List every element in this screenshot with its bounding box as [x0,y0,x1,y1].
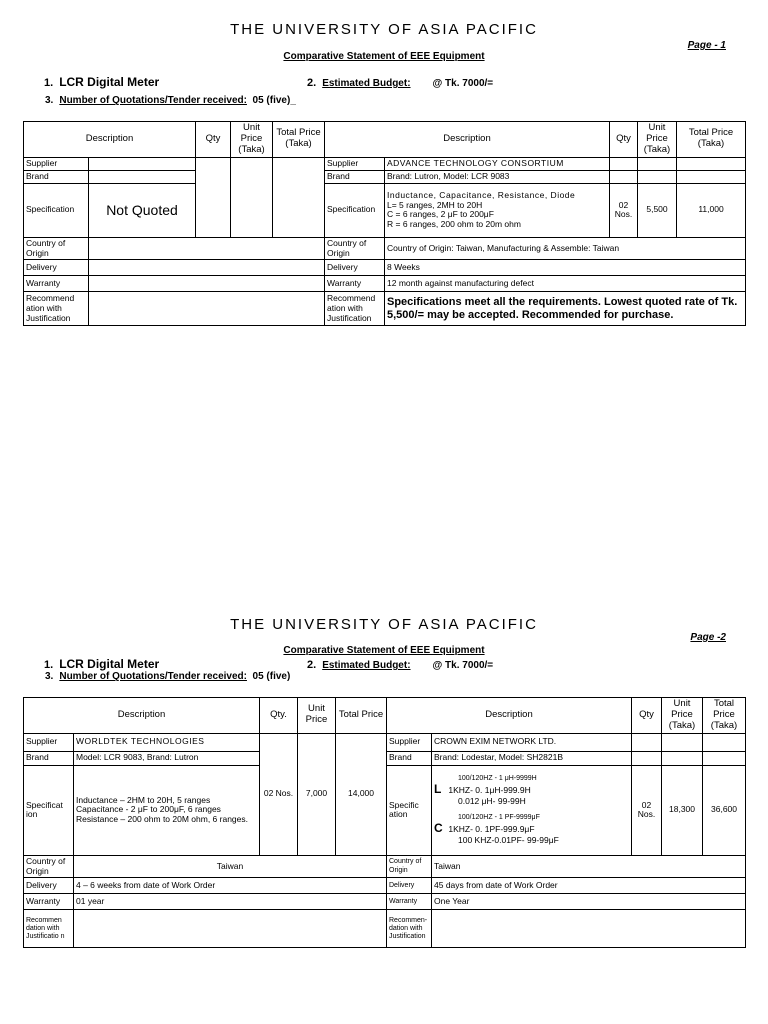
recommendation-label: Recommend ation with Justification [24,292,89,326]
warranty-label-right: Warranty [325,276,385,292]
supplier-label-right: Supplier [387,733,432,751]
empty-cell [703,733,746,751]
budget-value: @ Tk. 7000/= [432,78,494,89]
item-line [44,657,159,671]
total-price-left [273,157,325,237]
supplier-value-left [89,157,196,170]
specification-label: Specification [24,183,89,237]
spec-l-head: 100/120HZ - 1 μH-9999H [458,774,537,782]
comparison-table-page1 [23,121,746,326]
country-label-right: Country of Origin [387,855,432,878]
country-value-left: Taiwan [74,855,387,878]
spec-line: Inductance, Capacitance, Resistance, Diode [387,189,576,200]
empty-cell [638,170,677,183]
spec-line: Inductance – 2HM to 20H, 5 ranges [76,794,211,805]
delivery-label-right: Delivery [325,260,385,276]
item-name: LCR Digital Meter [59,657,160,671]
header-total-price-right: Total Price (Taka) [677,122,746,158]
budget-label: Estimated Budget: [322,78,411,89]
supplier-value-left: WORLDTEK TECHNOLOGIES [74,733,260,751]
brand-row [24,170,746,183]
recommendation-label-right: Recommen-dation with Justification [387,910,432,948]
item-number: 1. [44,659,54,671]
quotations-number: 3. [45,671,54,682]
warranty-label: Warranty [24,276,89,292]
not-quoted-note: Not Quoted [89,183,196,237]
header-description: Description [24,122,196,158]
recommendation-value-left [89,292,325,326]
delivery-label-right: Delivery [387,878,432,894]
country-row [24,855,746,878]
comparison-table-page2 [23,697,746,948]
item-line [44,75,159,89]
spec-line: C = 6 ranges, 2 μF to 200μF [387,209,494,220]
empty-cell [610,157,638,170]
warranty-value-left: 01 year [74,894,387,910]
empty-cell [677,170,746,183]
empty-cell [632,751,662,765]
header-row [24,698,746,734]
qty-left: 02 Nos. [260,733,298,855]
budget-line [307,75,493,89]
unit-price-right: 5,500 [638,183,677,237]
brand-label-right: Brand [387,751,432,765]
empty-cell [703,751,746,765]
unit-price-right: 18,300 [662,765,703,855]
header-description-right: Description [325,122,610,158]
page-number: Page -2 [690,632,726,643]
qty-right: 02 Nos. [610,183,638,237]
specification-value-right [385,183,610,237]
specification-label-right: Specific ation [387,765,432,855]
qty-right: 02 Nos. [632,765,662,855]
specification-value-right [432,765,632,855]
total-price-right: 11,000 [677,183,746,237]
supplier-label: Supplier [24,733,74,751]
delivery-label: Delivery [24,260,89,276]
header-total-price: Total Price [336,698,387,734]
specification-label-right: Specification [325,183,385,237]
country-value-left [89,237,325,260]
total-price-left: 14,000 [336,733,387,855]
delivery-row [24,878,746,894]
specification-label: Specificat ion [24,765,74,855]
brand-label: Brand [24,751,74,765]
warranty-label: Warranty [24,894,74,910]
spec-l-line: 0.012 μH- 99-99H [458,795,526,806]
quotations-number: 3. [45,95,54,106]
header-unit-price: Unit Price [298,698,336,734]
qty-left [196,157,231,237]
delivery-value-left: 4 – 6 weeks from date of Work Order [74,878,387,894]
quotations-label: Number of Quotations/Tender received: [59,671,247,682]
total-price-right: 36,600 [703,765,746,855]
supplier-row [24,733,746,751]
header-total-price: Total Price (Taka) [273,122,325,158]
header-description: Description [24,698,260,734]
header-qty: Qty [196,122,231,158]
brand-value-right: Brand: Lutron, Model: LCR 9083 [385,170,610,183]
empty-cell [638,157,677,170]
page-number: Page - 1 [687,40,726,51]
supplier-label: Supplier [24,157,89,170]
recommendation-label: Recommen dation with Justificatio n [24,910,74,948]
spec-line: L= 5 ranges, 2MH to 20H [387,199,483,210]
country-label-right: Country of Origin [325,237,385,260]
spec-line: Resistance – 200 ohm to 20M ohm, 6 ranges. [76,814,248,825]
warranty-value-right: One Year [432,894,746,910]
spec-c-line: 1KHZ- 0. 1PF-999.9μF [448,824,535,835]
quotations-line [45,671,290,682]
spec-c-line: 100 KHZ-0.01PF- 99-99μF [458,835,559,846]
budget-value: @ Tk. 7000/= [432,660,494,671]
spec-line: Capacitance - 2 μF to 200μF, 6 ranges [76,804,221,815]
empty-cell [662,733,703,751]
header-total-price-right: Total Price (Taka) [703,698,746,734]
supplier-value-right: CROWN EXIM NETWORK LTD. [432,733,632,751]
brand-label-right: Brand [325,170,385,183]
empty-cell [610,170,638,183]
country-row [24,237,746,260]
university-title: THE UNIVERSITY OF ASIA PACIFIC [230,21,538,38]
university-title: THE UNIVERSITY OF ASIA PACIFIC [230,616,538,633]
empty-cell [677,157,746,170]
warranty-value-left [89,276,325,292]
header-unit-price-right: Unit Price (Taka) [638,122,677,158]
spec-line: R = 6 ranges, 200 ohm to 20m ohm [387,219,521,230]
recommendation-value-right [432,910,746,948]
unit-price-left: 7,000 [298,733,336,855]
delivery-value-right: 8 Weeks [385,260,746,276]
budget-line [307,657,493,671]
header-description-right: Description [387,698,632,734]
delivery-row [24,260,746,276]
header-unit-price-right: Unit Price (Taka) [662,698,703,734]
country-value-right: Taiwan [432,855,746,878]
budget-number: 2. [307,659,317,671]
recommendation-value-left [74,910,387,948]
budget-label: Estimated Budget: [322,660,411,671]
country-label: Country of Origin [24,237,89,260]
quotations-label: Number of Quotations/Tender received: [59,95,247,106]
country-value-right: Country of Origin: Taiwan, Manufacturing & Assemble: Taiwan [385,237,746,260]
supplier-value-right: ADVANCE TECHNOLOGY CONSORTIUM [385,157,610,170]
brand-value-left: Model: LCR 9083, Brand: Lutron [74,751,260,765]
header-qty-right: Qty [632,698,662,734]
delivery-label: Delivery [24,878,74,894]
warranty-value-right: 12 month against manufacturing defect [385,276,746,292]
warranty-row [24,276,746,292]
warranty-row [24,894,746,910]
unit-price-left [231,157,273,237]
brand-label: Brand [24,170,89,183]
recommendation-value-right: Specifications meet all the requirements. Lowest quoted rate of Tk. 5,500/= may be accepted. Recommended for purchase. [385,292,746,326]
specification-row [24,183,746,237]
empty-cell [632,733,662,751]
brand-value-right: Brand: Lodestar, Model: SH2821B [432,751,632,765]
empty-cell [662,751,703,765]
brand-value-left [89,170,196,183]
header-unit-price: Unit Price (Taka) [231,122,273,158]
delivery-value-right: 45 days from date of Work Order [432,878,746,894]
item-number: 1. [44,77,54,89]
spec-c-head: 100/120HZ - 1 PF-9999μF [458,814,540,822]
supplier-row [24,157,746,170]
quotations-line [45,95,296,106]
spec-l-line: 1KHZ- 0. 1μH-999.9H [448,784,531,795]
statement-subtitle: Comparative Statement of EEE Equipment [283,51,485,62]
warranty-label-right: Warranty [387,894,432,910]
recommendation-row [24,910,746,948]
spec-l-letter: L [434,781,442,796]
spec-c-letter: C [434,821,443,836]
item-name: LCR Digital Meter [59,75,160,89]
header-row [24,122,746,158]
header-qty-right: Qty [610,122,638,158]
supplier-label-right: Supplier [325,157,385,170]
budget-number: 2. [307,77,317,89]
delivery-value-left [89,260,325,276]
specification-value-left [74,765,260,855]
recommendation-label-right: Recommend ation with Justification [325,292,385,326]
statement-subtitle: Comparative Statement of EEE Equipment [283,645,485,656]
header-qty: Qty. [260,698,298,734]
country-label: Country of Origin [24,855,74,878]
quotations-value: 05 (five)_ [252,95,296,106]
quotations-value: 05 (five) [252,671,291,682]
recommendation-row [24,292,746,326]
